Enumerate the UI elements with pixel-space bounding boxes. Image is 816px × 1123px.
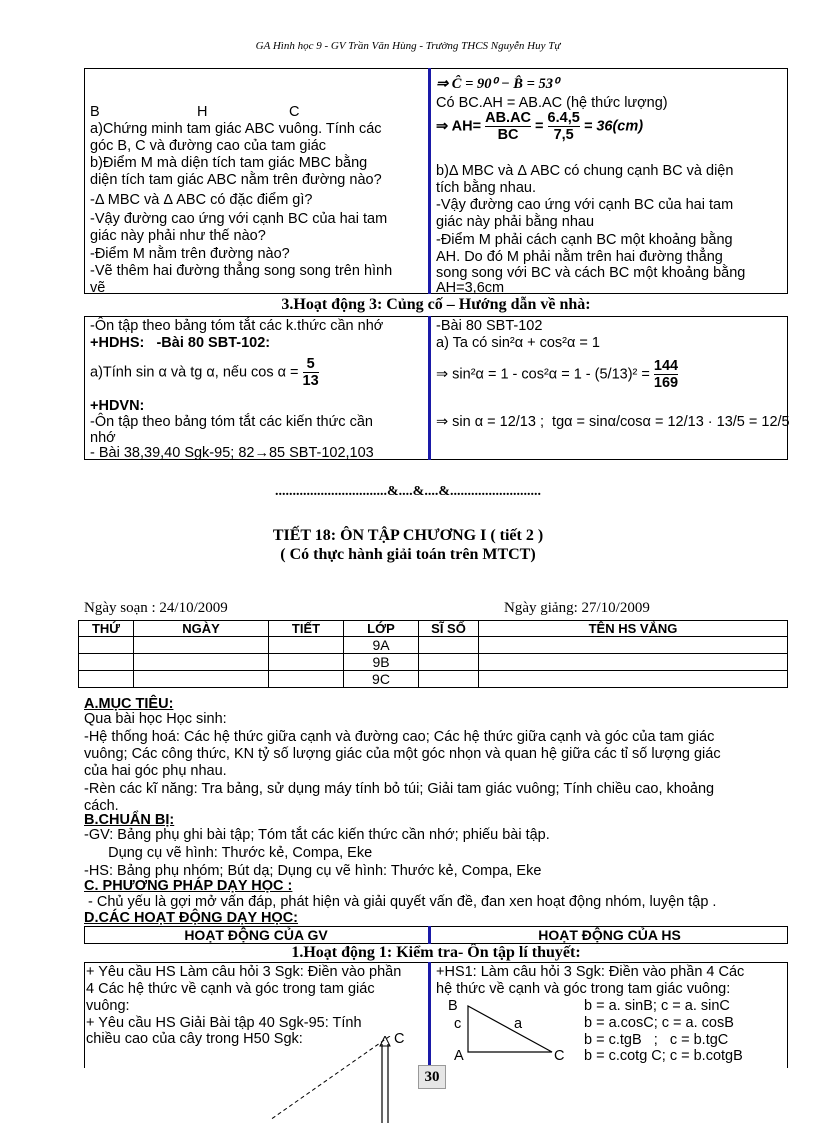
vertex-c: C — [289, 104, 300, 120]
prep-line: Dụng cụ vẽ hình: Thước kẻ, Compa, Eke — [84, 845, 373, 861]
formula-line: b = a.cosC; c = a. cosB — [584, 1015, 734, 1031]
objective-line: của hai góc phụ nhau. — [84, 763, 227, 779]
methods-title: C. PHƯƠNG PHÁP DẠY HỌC : — [84, 878, 293, 894]
a3r-sin2: ⇒ sin²α = 1 - cos²α = 1 - (5/13)² = $\frac{144}{169}$ — [436, 358, 679, 391]
task-line: a)Chứng minh tam giác ABC vuông. Tính các — [90, 121, 382, 137]
tri-label-b: B — [448, 998, 458, 1014]
a3r-line: a) Ta có sin²α + cos²α = 1 — [436, 335, 600, 351]
col-gv: HOẠT ĐỘNG CỦA GV — [184, 927, 328, 943]
class-cell: 9A — [344, 637, 419, 654]
task-line: vẽ — [90, 280, 106, 296]
a3r-line: ⇒ sin α = 12/13 ; tgα = sinα/cosα = 12/13 · 13/5 = 12/5 — [436, 414, 790, 430]
a3-line: +HDHS: -Bài 80 SBT-102: — [90, 335, 271, 351]
a3-cos-line: a)Tính sin α và tg α, nếu cos α = $\frac{5}{13}$ — [90, 356, 319, 389]
lesson-subtitle: ( Có thực hành giải toán trên MTCT) — [280, 546, 536, 563]
activity1-divider — [428, 962, 431, 1068]
top-table-divider — [428, 68, 431, 294]
a3-line: +HDVN: — [90, 398, 145, 414]
ah-result: = 36(cm) — [583, 118, 644, 135]
prep-line: -HS: Bảng phụ nhóm; Bút dạ; Dụng cụ vẽ hình: Thước kẻ, Compa, Eke — [84, 863, 542, 879]
a1r-line: +HS1: Làm câu hỏi 3 Sgk: Điền vào phần 4 Các — [436, 964, 745, 980]
tri-label-c-side: c — [454, 1016, 462, 1032]
answer-line: giác này phải bằng nhau — [436, 214, 595, 230]
a1-line: chiều cao của cây trong H50 Sgk: — [86, 1031, 303, 1047]
tree-height-figure — [270, 1036, 410, 1123]
preparation-title: B.CHUẨN BỊ: — [84, 812, 175, 828]
prep-line: -GV: Bảng phụ ghi bài tập; Tóm tắt các kiến thức cần nhớ; phiếu bài tập. — [84, 827, 550, 843]
tri-label-c: C — [554, 1048, 565, 1064]
right-triangle-figure — [460, 1004, 570, 1056]
task-line: góc B, C và đường cao của tam giác — [90, 138, 327, 154]
a1-line: 4 Các hệ thức về cạnh và góc trong tam giác — [86, 981, 375, 997]
vertex-h: H — [197, 104, 208, 120]
att-header: LỚP — [344, 621, 419, 637]
a3r-line: -Bài 80 SBT-102 — [436, 318, 543, 334]
activity1-title: 1.Hoạt động 1: Kiểm tra- Ôn tập lí thuyết: — [291, 944, 581, 961]
a3-line: -Ôn tập theo bảng tóm tắt các kiến thức cần — [90, 414, 373, 430]
prep-date: Ngày soạn : 24/10/2009 — [84, 600, 228, 616]
objectives-title: A.MỤC TIÊU: — [84, 696, 174, 712]
ah-formula: ⇒ AH= $\frac{AB.AC}{BC}$ = $\frac{6.4,5}{7,5}$ = 36(cm) — [436, 110, 644, 143]
a3-line: nhớ — [90, 430, 116, 446]
answer-line: b)Δ MBC và Δ ABC có chung cạnh BC và diện — [436, 163, 734, 179]
a1r-line: hệ thức về cạnh và góc trong tam giác vuông: — [436, 981, 731, 997]
att-header: SĨ SỐ — [419, 621, 479, 637]
a1-line: vuông: — [86, 998, 130, 1014]
activities-title: D.CÁC HOẠT ĐỘNG DẠY HỌC: — [84, 910, 299, 926]
a3-line: - Bài 38,39,40 Sgk-95; 82→85 SBT-102,103 — [90, 445, 374, 461]
ah-fraction-2: $\frac{6.4,5}{7,5}$ — [547, 110, 580, 143]
answer-line: -Vậy đường cao ứng với cạnh BC của hai tam — [436, 197, 734, 213]
tri-label-a-side: a — [514, 1016, 523, 1032]
ah-fraction-1: $\frac{AB.AC}{BC}$ — [485, 110, 532, 143]
formula-line: b = c.cotg C; c = b.cotgB — [584, 1048, 743, 1064]
page-number: 30 — [418, 1065, 446, 1089]
answer-line: tích bằng nhau. — [436, 180, 536, 196]
answer-line: AH=3,6cm — [436, 280, 505, 296]
formula-angle-c: ⇒ Ĉ = 90⁰ − B̂ = 53⁰ — [436, 76, 559, 92]
att-header: THỨ — [79, 621, 134, 637]
page-header: GA Hình học 9 - GV Trần Văn Hùng - Trường THCS Nguyễn Huy Tự — [255, 40, 561, 52]
att-header: TÊN HS VẮNG — [479, 621, 788, 637]
separator: ................................&....&....&.......................... — [275, 484, 541, 499]
a1-line: + Yêu cầu HS Làm câu hỏi 3 Sgk: Điền vào phần — [86, 964, 402, 980]
objective-line: vuông; Các công thức, KN tỷ số lượng giác của một góc nhọn và quan hệ giữa các tỉ số lượng giác — [84, 746, 721, 762]
task-line: diện tích tam giác ABC nằm trên đường nào? — [90, 172, 382, 188]
att-header: NGÀY — [134, 621, 269, 637]
objective-line: Qua bài học Học sinh: — [84, 711, 227, 727]
class-cell: 9B — [344, 654, 419, 671]
task-line: -Δ MBC và Δ ABC có đặc điểm gì? — [90, 192, 313, 208]
activity3-title: 3.Hoạt động 3: Củng cố – Hướng dẫn về nhà: — [281, 296, 591, 313]
bc-ah-line: Có BC.AH = AB.AC (hệ thức lượng) — [436, 95, 668, 111]
formula-line: b = c.tgB ; c = b.tgC — [584, 1032, 729, 1048]
objective-line: -Rèn các kĩ năng: Tra bảng, sử dụng máy tính bỏ túi; Giải tam giác vuông; Tính chiều cao, khoảng — [84, 781, 715, 797]
answer-line: song song với BC và cách BC một khoảng bằng — [436, 265, 746, 281]
answer-line: -Điểm M phải cách cạnh BC một khoảng bằng — [436, 232, 733, 248]
vertex-b: B — [90, 104, 100, 120]
activity3-divider — [428, 316, 431, 460]
task-line: -Điểm M nằm trên đường nào? — [90, 246, 290, 262]
task-line: -Vẽ thêm hai đường thẳng song song trên hình — [90, 263, 393, 279]
task-line: -Vậy đường cao ứng với cạnh BC của hai tam — [90, 211, 388, 227]
methods-line: - Chủ yếu là gợi mở vấn đáp, phát hiện và giải quyết vấn đề, đan xen hoạt động nhóm, luyện tập . — [84, 894, 717, 910]
teach-date: Ngày giảng: 27/10/2009 — [504, 600, 650, 616]
tri-label-a: A — [454, 1048, 464, 1064]
att-header: TIẾT — [269, 621, 344, 637]
col-hs: HOẠT ĐỘNG CỦA HS — [538, 927, 681, 943]
ah-prefix: ⇒ AH= — [436, 118, 482, 135]
task-line: b)Điểm M mà diện tích tam giác MBC bằng — [90, 155, 368, 171]
tree-label-c: C — [394, 1031, 405, 1047]
class-cell: 9C — [344, 671, 419, 688]
task-line: giác này phải như thế nào? — [90, 228, 266, 244]
a3-line: -Ôn tập theo bảng tóm tắt các k.thức cần nhớ — [90, 318, 384, 334]
objective-line: -Hệ thống hoá: Các hệ thức giữa cạnh và đường cao; Các hệ thức giữa cạnh và góc của tam giác — [84, 729, 715, 745]
answer-line: AH. Do đó M phải nằm trên hai đường thẳng — [436, 249, 723, 265]
formula-line: b = a. sinB; c = a. sinC — [584, 998, 730, 1014]
objective-line: cách. — [84, 798, 119, 814]
lesson-title: TIẾT 18: ÔN TẬP CHƯƠNG I ( tiết 2 ) — [272, 527, 544, 544]
a1-line: + Yêu cầu HS Giải Bài tập 40 Sgk-95: Tính — [86, 1015, 362, 1031]
attendance-table — [78, 620, 788, 688]
